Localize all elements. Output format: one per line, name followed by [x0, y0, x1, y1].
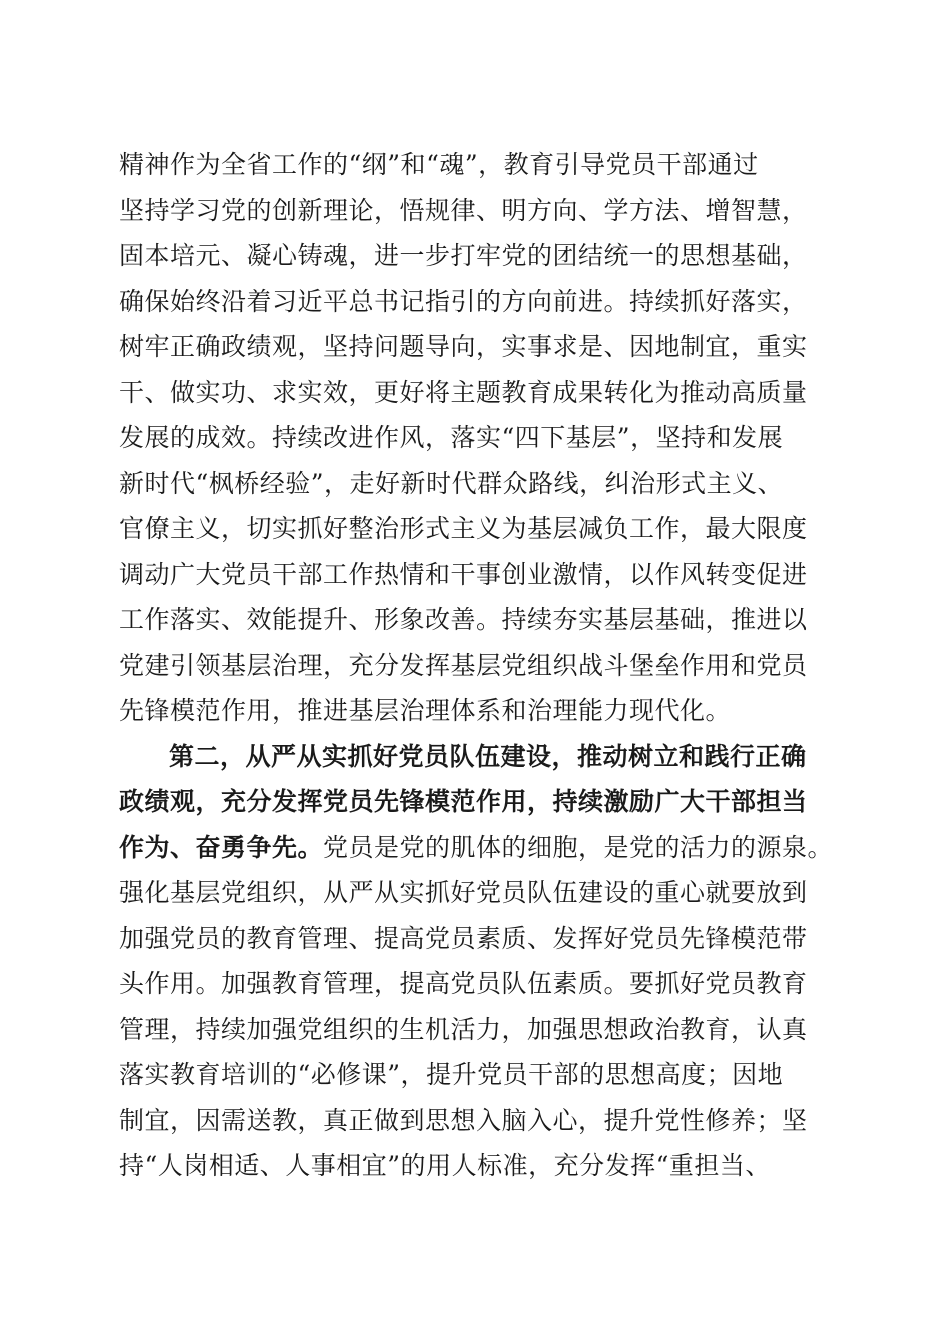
text-line: 发展的成效。持续改进作风，落实“四下基层”，坚持和发展	[119, 423, 784, 452]
text-line: 新时代“枫桥经验”，走好新时代群众路线，纠治形式主义、	[119, 468, 784, 498]
mixed-line	[119, 825, 839, 871]
text-line: 先锋模范作用，推进基层治理体系和治理能力现代化。	[119, 696, 732, 725]
text-line: 加强党员的教育管理、提高党员素质、发挥好党员先锋模范带	[119, 923, 808, 953]
text-line: 坚持学习党的创新理论，悟规律、明方向、学方法、增智慧，	[119, 195, 808, 225]
body-segment: 党员是党的肌体的细胞，是党的活力的源泉。	[323, 832, 834, 862]
text-line: 固本培元、凝心铸魂，进一步打牢党的团结统一的思想基础，	[119, 241, 808, 270]
text-line: 官僚主义，切实抓好整治形式主义为基层减负工作，最大限度	[119, 514, 808, 543]
text-line: 强化基层党组织，从严从实抓好党员队伍建设的重心就要放到	[119, 878, 808, 907]
text-line: 头作用。加强教育管理，提高党员队伍素质。要抓好党员教育	[119, 969, 808, 998]
heading-line: 第二，从严从实抓好党员队伍建设，推动树立和践行正确	[169, 741, 807, 771]
text-line: 管理，持续加强党组织的生机活力，加强思想政治教育，认真	[119, 1014, 808, 1044]
text-line: 持“人岗相适、人事相宜”的用人标准，充分发挥“重担当、	[119, 1151, 771, 1180]
text-line: 精神作为全省工作的“纲”和“魂”，教育引导党员干部通过	[119, 150, 759, 179]
text-line: 确保始终沿着习近平总书记指引的方向前进。持续抓好落实，	[119, 286, 808, 316]
heading-tail: 作为、奋勇争先。	[119, 832, 324, 862]
paragraph-1	[119, 142, 839, 734]
text-line: 制宜，因需送教，真正做到思想入脑入心，提升党性修养；坚	[119, 1105, 808, 1135]
text-line: 干、做实功、求实效，更好将主题教育成果转化为推动高质量	[119, 377, 808, 407]
paragraph-2	[119, 734, 839, 1189]
text-line: 树牢正确政绩观，坚持问题导向，实事求是、因地制宜，重实	[119, 332, 808, 361]
text-line: 党建引领基层治理，充分发挥基层党组织战斗堡垒作用和党员	[119, 650, 808, 680]
text-line: 落实教育培训的“必修课”，提升党员干部的思想高度；因地	[119, 1060, 784, 1089]
heading-line: 政绩观，充分发挥党员先锋模范作用，持续激励广大干部担当	[119, 787, 808, 816]
body-text	[119, 142, 839, 1189]
text-line: 调动广大党员干部工作热情和干事创业激情，以作风转变促进	[119, 559, 808, 589]
text-line: 工作落实、效能提升、形象改善。持续夯实基层基础，推进以	[119, 605, 808, 634]
